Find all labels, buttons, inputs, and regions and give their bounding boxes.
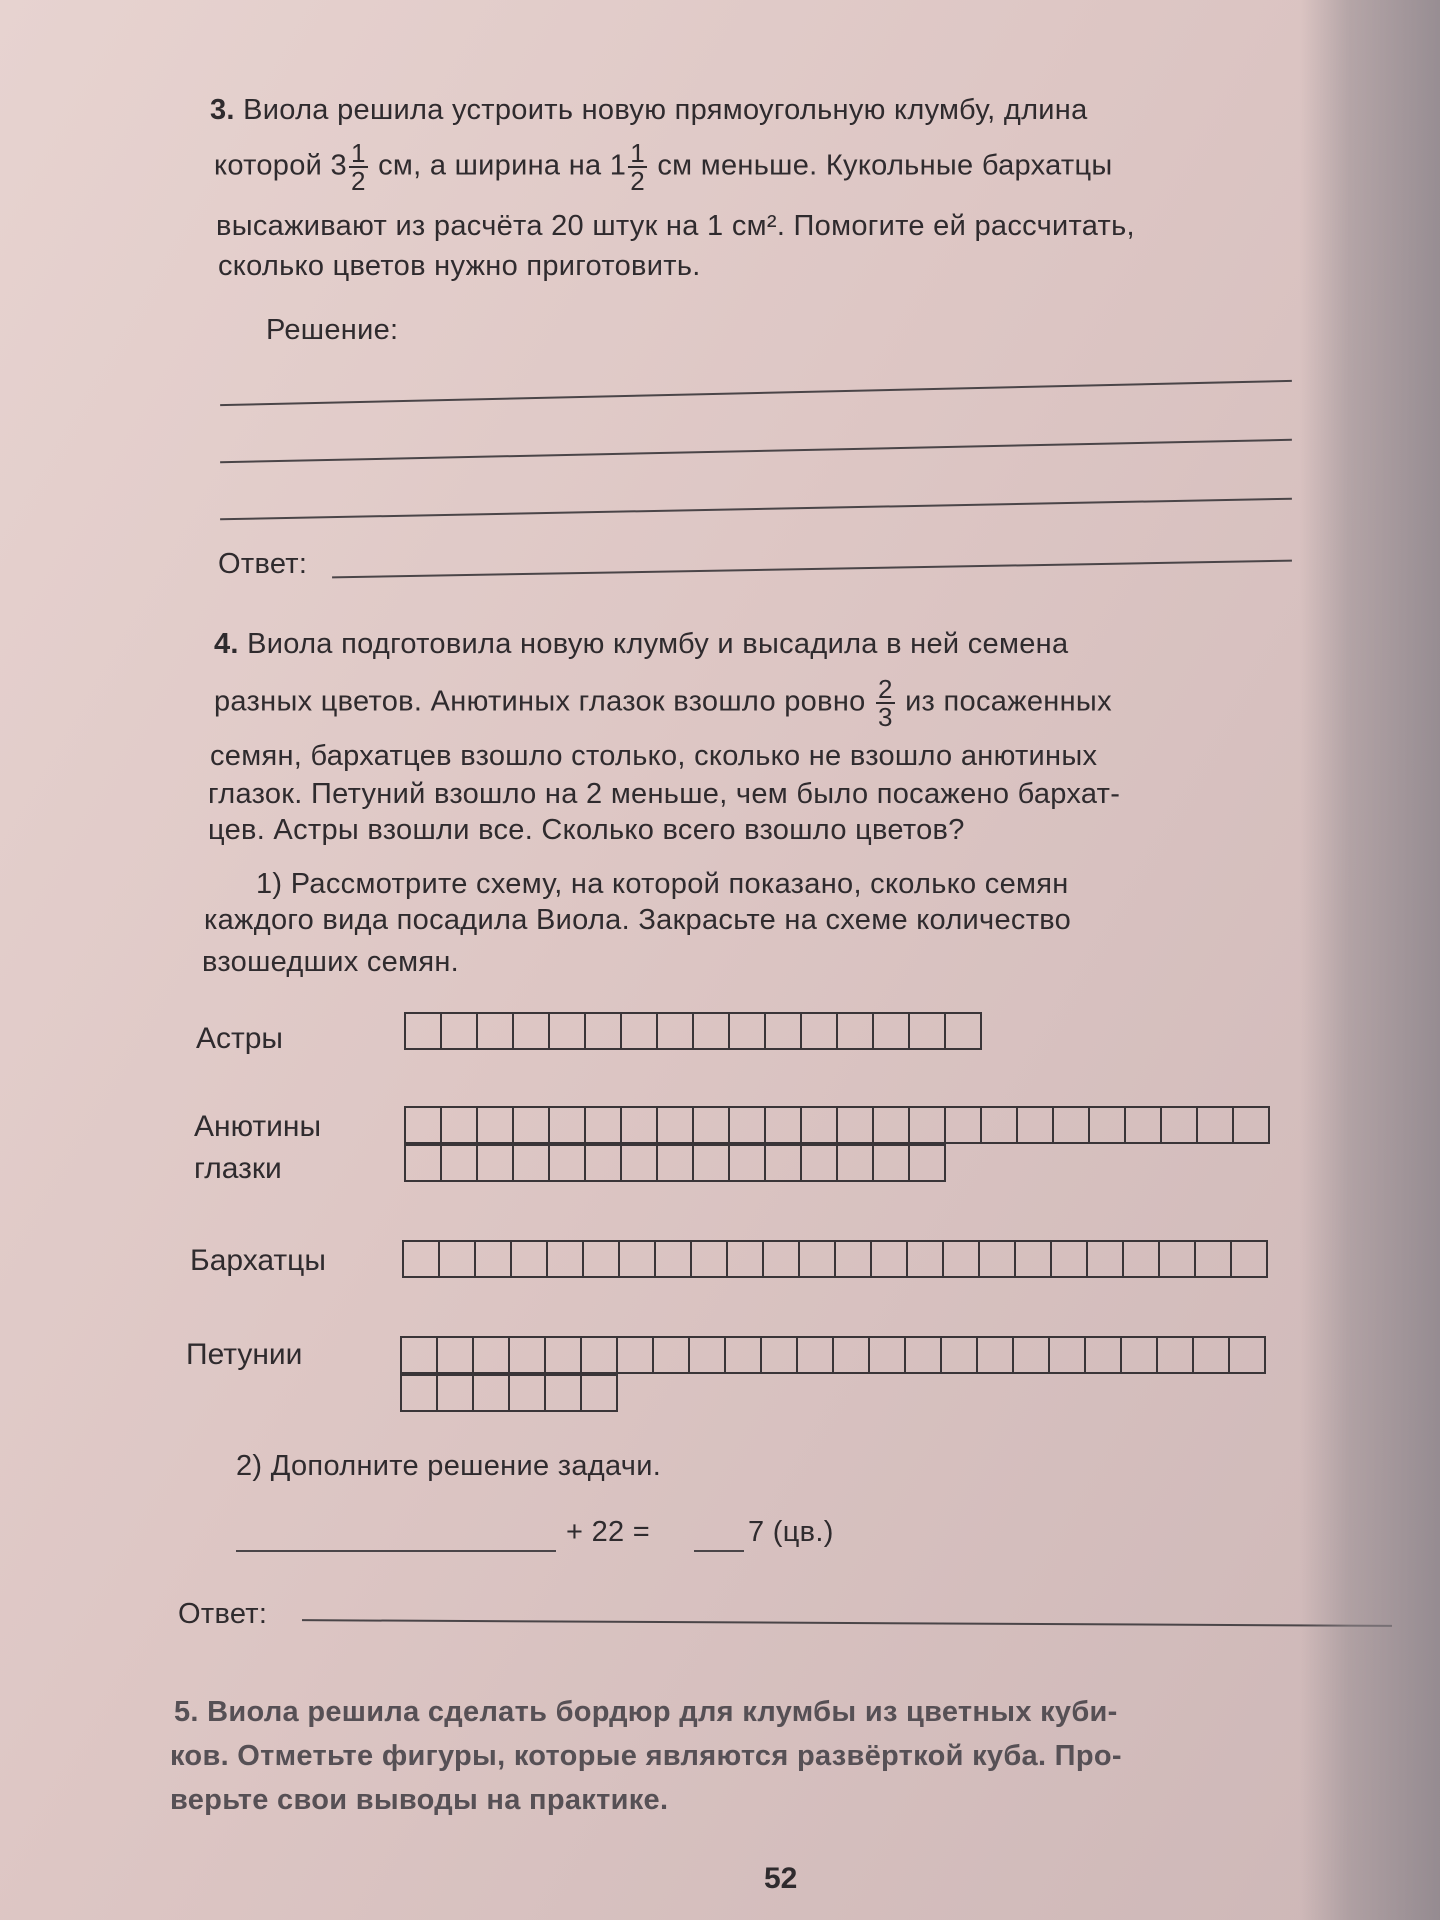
- seed-cell[interactable]: [1192, 1336, 1230, 1374]
- seed-cell[interactable]: [440, 1106, 478, 1144]
- seed-cell[interactable]: [1084, 1336, 1122, 1374]
- seed-cell[interactable]: [1088, 1106, 1126, 1144]
- seed-cell[interactable]: [872, 1106, 910, 1144]
- seed-cell[interactable]: [618, 1240, 656, 1278]
- seed-cell[interactable]: [798, 1240, 836, 1278]
- task4-sub1-line2: каждого вида посадила Виола. Закрасьте на схеме количество: [204, 904, 1072, 936]
- task3-line4: сколько цветов нужно приготовить.: [218, 250, 701, 282]
- seed-cell[interactable]: [834, 1240, 872, 1278]
- seed-cell[interactable]: [546, 1240, 584, 1278]
- seed-cell[interactable]: [690, 1240, 728, 1278]
- seed-cell[interactable]: [796, 1336, 834, 1374]
- seed-cell[interactable]: [976, 1336, 1014, 1374]
- seed-cell[interactable]: [1124, 1106, 1162, 1144]
- seed-cell[interactable]: [656, 1012, 694, 1050]
- seed-cell[interactable]: [512, 1144, 550, 1182]
- seed-cell[interactable]: [728, 1106, 766, 1144]
- seed-cell[interactable]: [728, 1144, 766, 1182]
- task3-number: 3.: [210, 94, 235, 126]
- seed-cell[interactable]: [904, 1336, 942, 1374]
- pansies-label-2: глазки: [194, 1152, 282, 1185]
- seed-cell[interactable]: [474, 1240, 512, 1278]
- seed-cell[interactable]: [512, 1106, 550, 1144]
- seed-cell[interactable]: [582, 1240, 620, 1278]
- seed-cell[interactable]: [800, 1012, 838, 1050]
- task5-line1: [174, 1694, 1118, 1730]
- frac-numerator: 1: [350, 138, 366, 168]
- task4-text-b: из посаженных: [905, 685, 1112, 718]
- seed-cell[interactable]: [800, 1144, 838, 1182]
- seed-cell[interactable]: [656, 1144, 694, 1182]
- seed-cell[interactable]: [652, 1336, 690, 1374]
- seed-cell[interactable]: [544, 1336, 582, 1374]
- task5-text-line1: Виола решила сделать бордюр для клумбы из цветных куби-: [207, 1696, 1118, 1728]
- seed-cell[interactable]: [762, 1240, 800, 1278]
- seed-cell[interactable]: [1050, 1240, 1088, 1278]
- seed-cell[interactable]: [476, 1144, 514, 1182]
- task4-sub1-line1: 1) Рассмотрите схему, на которой показано, сколько семян: [256, 868, 1069, 900]
- solution-line-1[interactable]: [220, 380, 1292, 406]
- seed-cell[interactable]: [692, 1012, 730, 1050]
- task3-answer-line[interactable]: [332, 560, 1292, 579]
- frac-numerator: 1: [630, 138, 645, 168]
- seed-cell[interactable]: [1232, 1106, 1270, 1144]
- seed-cell[interactable]: [436, 1374, 474, 1412]
- seed-cell[interactable]: [1194, 1240, 1232, 1278]
- seed-cell[interactable]: [508, 1336, 546, 1374]
- frac-numerator: 2: [877, 674, 893, 704]
- seed-cell[interactable]: [1230, 1240, 1268, 1278]
- seed-cell[interactable]: [584, 1106, 622, 1144]
- seed-cell[interactable]: [764, 1012, 802, 1050]
- seed-cell[interactable]: [584, 1144, 622, 1182]
- seed-cell[interactable]: [1158, 1240, 1196, 1278]
- seed-cell[interactable]: [584, 1012, 622, 1050]
- seed-cell[interactable]: [1014, 1240, 1052, 1278]
- petunias-grid-row1[interactable]: [400, 1336, 1264, 1374]
- task5-line3: верьте свои выводы на практике.: [170, 1784, 669, 1816]
- task4-answer-line[interactable]: [302, 1619, 1392, 1627]
- seed-cell[interactable]: [404, 1144, 442, 1182]
- seed-cell[interactable]: [908, 1012, 946, 1050]
- task3-text-b: см, а ширина на 1: [378, 149, 627, 182]
- seed-cell[interactable]: [724, 1336, 762, 1374]
- seed-cell[interactable]: [764, 1106, 802, 1144]
- seed-cell[interactable]: [440, 1012, 478, 1050]
- seed-cell[interactable]: [728, 1012, 766, 1050]
- task4-sub1-line3: взошедших семян.: [202, 946, 460, 978]
- seed-cell[interactable]: [508, 1374, 546, 1412]
- seed-cell[interactable]: [472, 1374, 510, 1412]
- seed-cell[interactable]: [656, 1106, 694, 1144]
- solution-label: Решение:: [266, 314, 399, 346]
- seed-cell[interactable]: [980, 1106, 1018, 1144]
- asters-grid[interactable]: [404, 1012, 980, 1050]
- seed-cell[interactable]: [616, 1336, 654, 1374]
- marigolds-grid[interactable]: [402, 1240, 1266, 1278]
- seed-cell[interactable]: [620, 1012, 658, 1050]
- seed-cell[interactable]: [800, 1106, 838, 1144]
- task3-line3: высаживают из расчёта 20 штук на 1 см². Помогите ей рассчитать,: [216, 210, 1135, 242]
- seed-cell[interactable]: [436, 1336, 474, 1374]
- seed-cell[interactable]: [692, 1106, 730, 1144]
- equation-middle: + 22 =: [566, 1516, 651, 1548]
- task4-line3: семян, бархатцев взошло столько, сколько не взошло анютиных: [210, 740, 1098, 772]
- petunias-label: Петунии: [186, 1338, 303, 1371]
- task4-line5: цев. Астры взошли все. Сколько всего взошло цветов?: [208, 814, 965, 846]
- seed-cell[interactable]: [940, 1336, 978, 1374]
- task3-text-c: см меньше. Кукольные бархатцы: [657, 149, 1113, 182]
- task4-sub2: 2) Дополните решение задачи.: [236, 1450, 662, 1482]
- seed-cell[interactable]: [1156, 1336, 1194, 1374]
- pansies-grid-row2[interactable]: [404, 1144, 944, 1182]
- page-curl-shadow: [1300, 0, 1440, 1920]
- solution-line-2[interactable]: [220, 439, 1292, 463]
- task4-text-a: разных цветов. Анютиных глазок взошло ровно: [214, 685, 866, 718]
- seed-cell[interactable]: [580, 1336, 618, 1374]
- seed-cell[interactable]: [908, 1144, 946, 1182]
- asters-label: Астры: [196, 1022, 283, 1055]
- petunias-grid-row2[interactable]: [400, 1374, 616, 1412]
- task3-text-a: которой 3: [214, 149, 347, 182]
- seed-cell[interactable]: [548, 1106, 586, 1144]
- task4-line4: глазок. Петуний взошло на 2 меньше, чем было посажено бархат-: [208, 778, 1121, 810]
- seed-cell[interactable]: [760, 1336, 798, 1374]
- task3-line2: [214, 140, 1113, 194]
- seed-cell[interactable]: [476, 1012, 514, 1050]
- pansies-label-1: Анютины: [194, 1110, 322, 1143]
- fraction-two-thirds: [876, 676, 895, 730]
- seed-cell[interactable]: [654, 1240, 692, 1278]
- task5-line2: ков. Отметьте фигуры, которые являются развёрткой куба. Про-: [170, 1740, 1122, 1772]
- task3-line1: [210, 92, 1088, 128]
- equation-blank-1[interactable]: [236, 1550, 556, 1552]
- seed-cell[interactable]: [832, 1336, 870, 1374]
- task3-text-line1: Виола решила устроить новую прямоугольную клумбу, длина: [243, 94, 1088, 126]
- task4-text-line1: Виола подготовила новую клумбу и высадила в ней семена: [247, 628, 1069, 660]
- seed-cell[interactable]: [404, 1012, 442, 1050]
- seed-cell[interactable]: [726, 1240, 764, 1278]
- seed-cell[interactable]: [868, 1336, 906, 1374]
- seed-cell[interactable]: [400, 1374, 438, 1412]
- equation-end: 7 (цв.): [748, 1516, 834, 1548]
- seed-cell[interactable]: [580, 1374, 618, 1412]
- task4-number: 4.: [214, 628, 239, 660]
- seed-cell[interactable]: [836, 1012, 874, 1050]
- seed-cell[interactable]: [1086, 1240, 1124, 1278]
- seed-cell[interactable]: [438, 1240, 476, 1278]
- seed-cell[interactable]: [944, 1012, 982, 1050]
- seed-cell[interactable]: [1016, 1106, 1054, 1144]
- seed-cell[interactable]: [978, 1240, 1016, 1278]
- task3-answer-label: Ответ:: [218, 548, 308, 580]
- task5-number: 5.: [174, 1696, 199, 1728]
- frac-denominator: 2: [350, 166, 366, 196]
- seed-cell[interactable]: [872, 1012, 910, 1050]
- task4-answer-label: Ответ:: [178, 1598, 268, 1630]
- seed-cell[interactable]: [1122, 1240, 1160, 1278]
- seed-cell[interactable]: [1120, 1336, 1158, 1374]
- seed-cell[interactable]: [544, 1374, 582, 1412]
- seed-cell[interactable]: [906, 1240, 944, 1278]
- marigolds-label: Бархатцы: [190, 1244, 326, 1277]
- seed-cell[interactable]: [870, 1240, 908, 1278]
- pansies-grid-row1[interactable]: [404, 1106, 1268, 1144]
- seed-cell[interactable]: [944, 1106, 982, 1144]
- fraction-one-half: [349, 140, 368, 194]
- seed-cell[interactable]: [688, 1336, 726, 1374]
- seed-cell[interactable]: [620, 1106, 658, 1144]
- seed-cell[interactable]: [548, 1144, 586, 1182]
- seed-cell[interactable]: [1228, 1336, 1266, 1374]
- frac-denominator: 2: [630, 166, 645, 196]
- seed-cell[interactable]: [836, 1106, 874, 1144]
- seed-cell[interactable]: [836, 1144, 874, 1182]
- seed-cell[interactable]: [472, 1336, 510, 1374]
- seed-cell[interactable]: [872, 1144, 910, 1182]
- seed-cell[interactable]: [1012, 1336, 1050, 1374]
- seed-cell[interactable]: [1048, 1336, 1086, 1374]
- seed-cell[interactable]: [402, 1240, 440, 1278]
- frac-denominator: 3: [877, 702, 893, 732]
- seed-cell[interactable]: [404, 1106, 442, 1144]
- fraction-one-half-2: [628, 140, 647, 194]
- seed-cell[interactable]: [1160, 1106, 1198, 1144]
- seed-cell[interactable]: [1052, 1106, 1090, 1144]
- seed-cell[interactable]: [942, 1240, 980, 1278]
- seed-cell[interactable]: [1196, 1106, 1234, 1144]
- seed-cell[interactable]: [908, 1106, 946, 1144]
- equation-blank-2[interactable]: [694, 1550, 744, 1552]
- seed-cell[interactable]: [548, 1012, 586, 1050]
- task4-line2: [214, 676, 1112, 730]
- seed-cell[interactable]: [620, 1144, 658, 1182]
- seed-cell[interactable]: [512, 1012, 550, 1050]
- seed-cell[interactable]: [440, 1144, 478, 1182]
- seed-cell[interactable]: [764, 1144, 802, 1182]
- seed-cell[interactable]: [400, 1336, 438, 1374]
- page-number: 52: [764, 1862, 798, 1895]
- seed-cell[interactable]: [510, 1240, 548, 1278]
- solution-line-3[interactable]: [220, 498, 1292, 521]
- seed-cell[interactable]: [476, 1106, 514, 1144]
- seed-cell[interactable]: [692, 1144, 730, 1182]
- task4-line1: [214, 626, 1068, 662]
